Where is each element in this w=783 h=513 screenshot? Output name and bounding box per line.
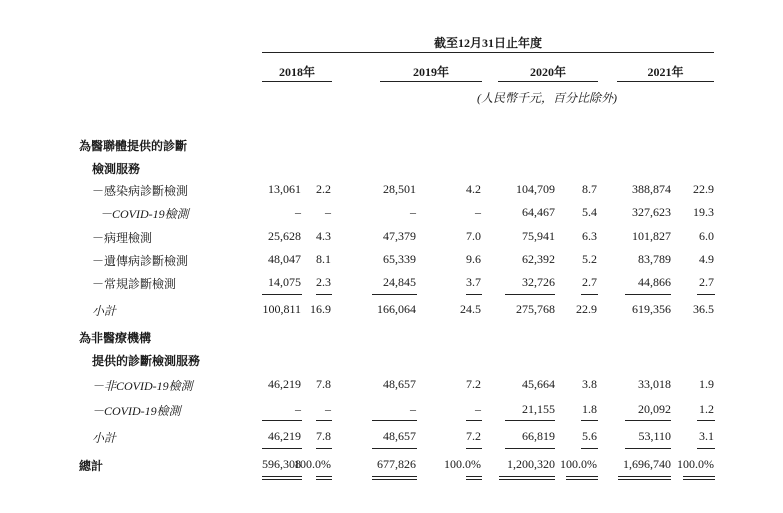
cell: 83,789 <box>638 252 671 266</box>
cell: – <box>475 205 481 219</box>
cell: 5.2 <box>582 252 597 266</box>
cell: 75,941 <box>522 229 555 243</box>
subtotal-label: 小計 <box>92 431 117 445</box>
double-rule <box>683 479 715 480</box>
cell: 7.2 <box>466 429 481 443</box>
total-rule <box>625 448 671 449</box>
cell: 5.6 <box>582 429 597 443</box>
cell: 4.9 <box>699 252 714 266</box>
period-header: 截至12月31日止年度 <box>433 36 542 50</box>
cell: 4.2 <box>466 182 481 196</box>
subtotal-rule <box>581 294 598 295</box>
cell: 47,379 <box>383 229 416 243</box>
cell: 53,110 <box>638 429 671 443</box>
subtotal-rule <box>262 294 302 295</box>
row-label: －COVID-19檢測 <box>92 404 181 418</box>
cell: 22.9 <box>576 302 597 316</box>
subtotal-rule <box>625 420 671 421</box>
cell: 21,155 <box>522 402 555 416</box>
double-rule <box>262 479 302 480</box>
cell: 2.3 <box>316 275 331 289</box>
header-rule <box>262 52 714 53</box>
cell: – <box>295 402 301 416</box>
subtotal-rule <box>316 420 332 421</box>
cell: 6.0 <box>699 229 714 243</box>
cell: 1.2 <box>699 402 714 416</box>
cell: 100.0% <box>294 457 331 471</box>
cell: 100,811 <box>262 302 301 316</box>
cell: 3.1 <box>699 429 714 443</box>
double-rule <box>372 479 417 480</box>
cell: 7.2 <box>466 377 481 391</box>
cell: 64,467 <box>522 205 555 219</box>
cell: – <box>325 205 331 219</box>
cell: 7.0 <box>466 229 481 243</box>
double-rule <box>566 476 598 477</box>
double-rule <box>618 479 671 480</box>
subtotal-rule <box>466 294 482 295</box>
cell: 4.3 <box>316 229 331 243</box>
cell: 22.9 <box>693 182 714 196</box>
subtotal-rule <box>372 420 417 421</box>
total-rule <box>581 448 598 449</box>
cell: 9.6 <box>466 252 481 266</box>
cell: 1.8 <box>582 402 597 416</box>
section1-title-line1: 為醫聯體提供的診斷 <box>79 139 188 153</box>
cell: 48,657 <box>383 377 416 391</box>
year-2020-rule <box>498 81 598 82</box>
cell: 100.0% <box>677 457 714 471</box>
subtotal-rule <box>505 420 555 421</box>
cell: 2.2 <box>316 182 331 196</box>
cell: 24.5 <box>460 302 481 316</box>
cell: 3.8 <box>582 377 597 391</box>
cell: 619,356 <box>632 302 671 316</box>
cell: 101,827 <box>632 229 671 243</box>
cell: 1.9 <box>699 377 714 391</box>
cell: 327,623 <box>632 205 671 219</box>
section2-title-line1: 為非醫療機構 <box>79 331 152 345</box>
cell: 24,845 <box>383 275 416 289</box>
total-rule <box>505 448 555 449</box>
double-rule <box>316 479 332 480</box>
cell: 166,064 <box>377 302 416 316</box>
cell: 14,075 <box>268 275 301 289</box>
cell: 65,339 <box>383 252 416 266</box>
cell: 32,726 <box>522 275 555 289</box>
double-rule <box>566 479 598 480</box>
subtotal-rule <box>316 294 332 295</box>
double-rule <box>372 476 417 477</box>
subtotal-rule <box>262 420 302 421</box>
year-2019-header: 2019年 <box>412 65 449 79</box>
subtotal-label: 小計 <box>92 304 117 318</box>
double-rule <box>683 476 715 477</box>
cell: 46,219 <box>268 429 301 443</box>
cell: 13,061 <box>268 182 301 196</box>
double-rule <box>499 476 555 477</box>
cell: 45,664 <box>522 377 555 391</box>
cell: 6.3 <box>582 229 597 243</box>
subtotal-rule <box>697 294 715 295</box>
unit-note: (人民幣千元，百分比除外) <box>477 91 617 105</box>
double-rule <box>618 476 671 477</box>
section2-title-line2: 提供的診斷檢測服務 <box>92 354 201 368</box>
row-label: －感染病診斷檢測 <box>92 184 189 198</box>
double-rule <box>316 476 332 477</box>
subtotal-rule <box>625 294 671 295</box>
total-rule <box>316 448 332 449</box>
row-label: －常規診斷檢測 <box>92 277 177 291</box>
subtotal-rule <box>697 420 715 421</box>
cell: 28,501 <box>383 182 416 196</box>
row-label: －非COVID-19檢測 <box>92 379 193 393</box>
year-2021-rule <box>617 81 714 82</box>
cell: 8.1 <box>316 252 331 266</box>
year-2021-header: 2021年 <box>647 65 684 79</box>
cell: 33,018 <box>638 377 671 391</box>
cell: 62,392 <box>522 252 555 266</box>
cell: 275,768 <box>516 302 555 316</box>
cell: – <box>410 205 416 219</box>
cell: 596,308 <box>262 457 301 471</box>
cell: – <box>475 402 481 416</box>
cell: 19.3 <box>693 205 714 219</box>
total-rule <box>372 448 417 449</box>
cell: 100.0% <box>560 457 597 471</box>
cell: – <box>410 402 416 416</box>
double-rule <box>466 476 482 477</box>
row-label: －病理檢測 <box>92 231 153 245</box>
year-2019-rule <box>380 81 482 82</box>
cell: 2.7 <box>582 275 597 289</box>
cell: 44,866 <box>638 275 671 289</box>
cell: 25,628 <box>268 229 301 243</box>
row-label: －遺傳病診斷檢測 <box>92 254 189 268</box>
cell: 1,696,740 <box>623 457 671 471</box>
cell: 48,657 <box>383 429 416 443</box>
cell: 2.7 <box>699 275 714 289</box>
year-2018-rule <box>262 81 332 82</box>
subtotal-rule <box>505 294 555 295</box>
subtotal-rule <box>466 420 482 421</box>
year-2020-header: 2020年 <box>529 65 566 79</box>
cell: 48,047 <box>268 252 301 266</box>
double-rule <box>499 479 555 480</box>
cell: 46,219 <box>268 377 301 391</box>
cell: 3.7 <box>466 275 481 289</box>
cell: 7.8 <box>316 377 331 391</box>
cell: 20,092 <box>638 402 671 416</box>
cell: 66,819 <box>522 429 555 443</box>
cell: 8.7 <box>582 182 597 196</box>
cell: 36.5 <box>693 302 714 316</box>
cell: – <box>325 402 331 416</box>
total-rule <box>262 448 302 449</box>
year-2018-header: 2018年 <box>278 65 315 79</box>
double-rule <box>262 476 302 477</box>
cell: 388,874 <box>632 182 671 196</box>
total-rule <box>697 448 715 449</box>
total-rule <box>466 448 482 449</box>
cell: 1,200,320 <box>507 457 555 471</box>
cell: 5.4 <box>582 205 597 219</box>
double-rule <box>466 479 482 480</box>
cell: 7.8 <box>316 429 331 443</box>
section1-title-line2: 檢測服務 <box>92 162 141 176</box>
cell: 104,709 <box>516 182 555 196</box>
cell: – <box>295 205 301 219</box>
cell: 677,826 <box>377 457 416 471</box>
subtotal-rule <box>372 294 417 295</box>
cell: 100.0% <box>444 457 481 471</box>
row-label: －COVID-19檢測 <box>100 207 189 221</box>
subtotal-rule <box>581 420 598 421</box>
total-label: 總計 <box>79 459 104 473</box>
cell: 16.9 <box>310 302 331 316</box>
